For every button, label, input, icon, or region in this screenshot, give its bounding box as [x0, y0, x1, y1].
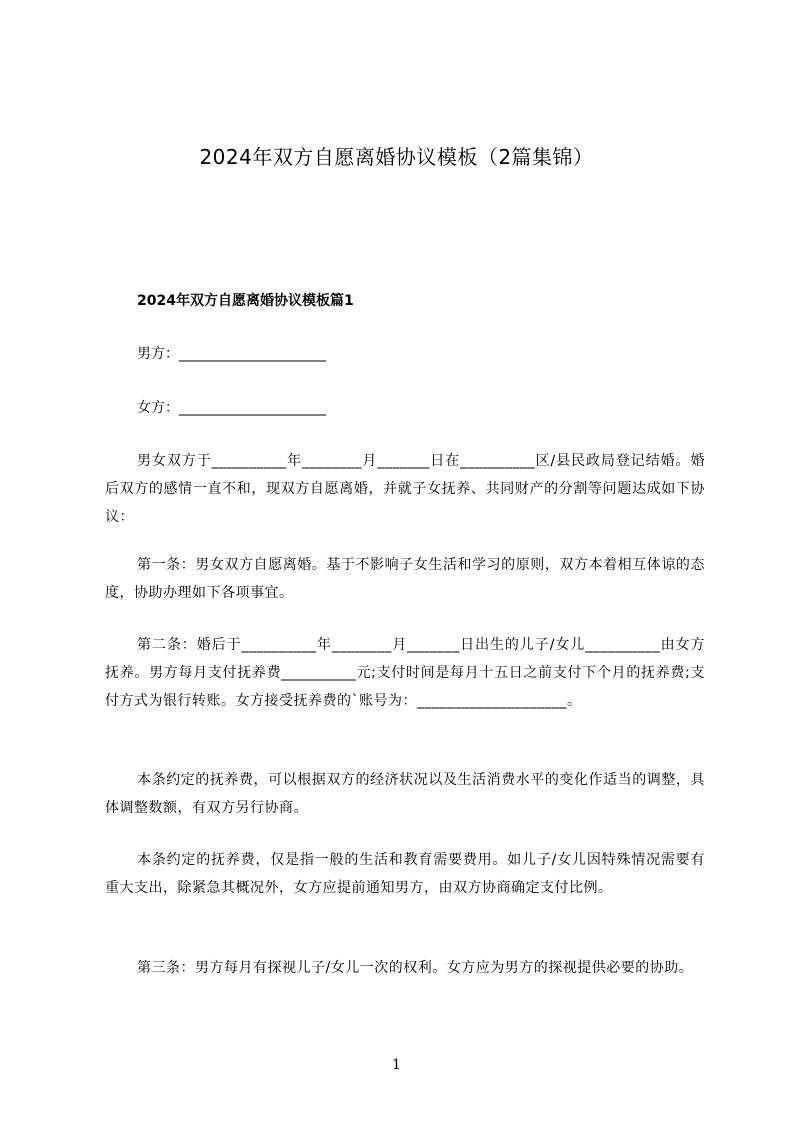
- section-heading: 2024年双方自愿离婚协议模板篇1: [137, 293, 354, 309]
- paragraph-article-1: 第一条：男女双方自愿离婚。基于不影响子女生活和学习的原则，双方本着相互体谅的态度，协助办理如下各项事宜。: [105, 557, 705, 601]
- document-title: 2024年双方自愿离婚协议模板（2篇集锦）: [199, 145, 594, 169]
- paragraph-adjustment-clause: 本条约定的抚养费，可以根据双方的经济状况以及生活消费水平的变化作适当的调整，具体调整数额，有双方另行协商。: [105, 772, 705, 816]
- paragraph-registration: 男女双方于__________年________月_______日在__________区/县民政局登记结婚。婚后双方的感情一直不和，现双方自愿离婚，并就子女抚养、共同财产的分割等问题达成如下协议：: [105, 453, 705, 525]
- paragraph-article-3: 第三条：男方每月有探视儿子/女儿一次的权利。女方应为男方的探视提供必要的协助。: [137, 960, 694, 976]
- paragraph-article-2: 第二条：婚后于__________年________月_______日出生的儿子/女儿__________由女方抚养。男方每月支付抚养费__________元;支付时间是每月十五日之前支付下个月的抚养费;支付方式为银行转账。女方接受抚养费的`账号为：____________________。: [105, 637, 705, 709]
- husband-field: 男方：_____________________: [137, 346, 326, 362]
- paragraph-expense-clause: 本条约定的抚养费，仅是指一般的生活和教育需要费用。如儿子/女儿因特殊情况需要有重大支出，除紧急其概况外，女方应提前通知男方，由双方协商确定支付比例。: [105, 852, 705, 896]
- wife-field: 女方：_____________________: [137, 400, 326, 416]
- page-number: 1: [392, 1057, 401, 1073]
